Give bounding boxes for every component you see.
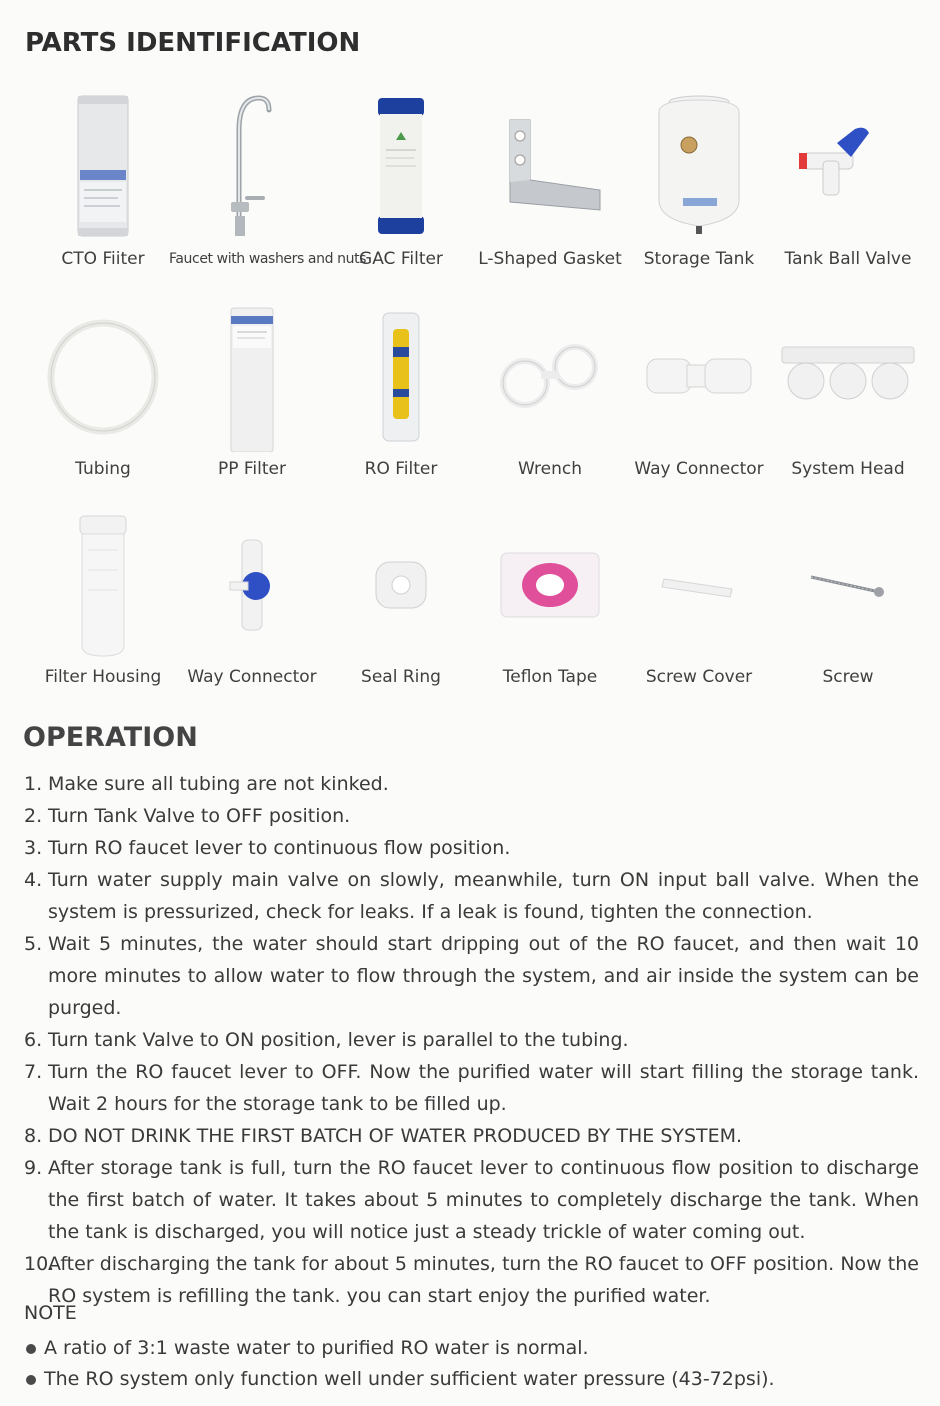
operation-step xyxy=(24,800,919,832)
operation-step xyxy=(24,768,919,800)
note-text: A ratio of 3:1 waste water to purified RO water is normal. xyxy=(44,1337,589,1359)
note-text: The RO system only function well under sufficient water pressure (43-72psi). xyxy=(44,1368,775,1390)
part-faucet xyxy=(169,85,367,285)
part-label: Faucet with washers and nuts xyxy=(169,251,367,267)
tubing-icon xyxy=(28,297,178,457)
system-head-icon xyxy=(773,297,923,457)
step-number: 2. xyxy=(24,805,43,827)
part-pp-filter xyxy=(177,297,327,497)
step-text: Turn Tank Valve to OFF position. xyxy=(48,805,351,827)
part-label: Filter Housing xyxy=(44,667,162,687)
step-text: Turn the RO faucet lever to OFF. Now the purified water will start filling the storage tank. Wait 2 hours for the storage tank to be filled up. xyxy=(48,1061,919,1115)
filter-housing-icon xyxy=(28,505,178,665)
note-item xyxy=(24,1364,919,1395)
part-wrench xyxy=(475,297,625,497)
step-text: Turn water supply main valve on slowly, meanwhile, turn ON input ball valve. When the system is pressurized, check for leaks. If a leak is found, tighten the connection. xyxy=(48,869,919,923)
operation-step xyxy=(24,832,919,864)
operation-step xyxy=(24,1120,919,1152)
operation-steps xyxy=(24,768,919,1312)
part-label: Wrench xyxy=(517,459,582,479)
note-title: NOTE xyxy=(24,1302,77,1324)
operation-step xyxy=(24,1056,919,1120)
wrench-icon xyxy=(475,297,625,457)
ball-valve-connector-icon xyxy=(177,505,327,665)
note-list xyxy=(24,1333,919,1395)
part-label: Storage Tank xyxy=(643,249,755,269)
step-number: 10. xyxy=(24,1253,55,1275)
step-text: Turn tank Valve to ON position, lever is parallel to the tubing. xyxy=(48,1029,629,1051)
part-screw-cover xyxy=(624,505,774,705)
cto-filter-icon xyxy=(28,85,178,245)
part-label: Way Connector xyxy=(634,459,764,479)
seal-ring-icon xyxy=(326,505,476,665)
step-number: 1. xyxy=(24,773,43,795)
l-shaped-gasket-icon xyxy=(475,85,625,245)
ro-filter-icon xyxy=(326,297,476,457)
part-label: GAC Filter xyxy=(359,249,443,269)
operation-step xyxy=(24,864,919,928)
part-label: Tank Ball Valve xyxy=(784,249,912,269)
part-label: Seal Ring xyxy=(361,667,441,687)
part-way-connector xyxy=(624,297,774,497)
step-number: 4. xyxy=(24,869,43,891)
part-label: Screw xyxy=(822,667,874,687)
part-teflon-tape xyxy=(475,505,625,705)
step-text: Make sure all tubing are not kinked. xyxy=(48,773,389,795)
step-text: Wait 5 minutes, the water should start dripping out of the RO faucet, and then wait 10 more minutes to allow water to flow through the system, and air inside the system can be purged. xyxy=(48,933,919,1019)
part-storage-tank xyxy=(624,85,774,285)
operation-step xyxy=(24,1248,919,1312)
part-label: CTO Fiiter xyxy=(61,249,145,269)
part-system-head xyxy=(773,297,923,497)
part-label: L-Shaped Gasket xyxy=(478,249,622,269)
parts-row-2 xyxy=(28,297,920,497)
way-connector-icon xyxy=(624,297,774,457)
part-way-connector-valve xyxy=(177,505,327,705)
gac-filter-icon xyxy=(326,85,476,245)
step-number: 5. xyxy=(24,933,43,955)
tank-ball-valve-icon xyxy=(773,85,923,245)
parts-identification-title: PARTS IDENTIFICATION xyxy=(25,28,361,58)
operation-title: OPERATION xyxy=(23,722,198,753)
part-label: PP Filter xyxy=(217,459,286,479)
screw-cover-icon xyxy=(624,505,774,665)
part-cto-filter xyxy=(28,85,178,285)
step-text: After storage tank is full, turn the RO faucet lever to continuous flow position to discharge the first batch of water. It takes about 5 minutes to completely discharge the tank. When the tank is discharged, you will notice just a steady trickle of water coming out. xyxy=(48,1157,919,1243)
parts-row-3 xyxy=(28,505,920,705)
step-number: 8. xyxy=(24,1125,43,1147)
step-number: 7. xyxy=(24,1061,43,1083)
part-label: Way Connector xyxy=(187,667,317,687)
operation-step xyxy=(24,928,919,1024)
operation-step xyxy=(24,1152,919,1248)
part-tubing xyxy=(28,297,178,497)
note-item xyxy=(24,1333,919,1364)
teflon-tape-icon xyxy=(475,505,625,665)
parts-row-1 xyxy=(28,85,920,285)
part-seal-ring xyxy=(326,505,476,705)
pp-filter-icon xyxy=(177,297,327,457)
step-text: DO NOT DRINK THE FIRST BATCH OF WATER PRODUCED BY THE SYSTEM. xyxy=(48,1125,743,1147)
part-gac-filter xyxy=(326,85,476,285)
storage-tank-icon xyxy=(624,85,774,245)
step-number: 6. xyxy=(24,1029,43,1051)
step-text: After discharging the tank for about 5 minutes, turn the RO faucet to OFF position. Now the RO system is refilling the tank. you can start enjoy the purified water. xyxy=(48,1253,919,1307)
part-label: Tubing xyxy=(75,459,131,479)
part-ro-filter xyxy=(326,297,476,497)
screw-icon xyxy=(773,505,923,665)
part-filter-housing xyxy=(28,505,178,705)
step-text: Turn RO faucet lever to continuous flow position. xyxy=(48,837,511,859)
step-number: 9. xyxy=(24,1157,43,1179)
faucet-icon xyxy=(177,85,327,245)
part-label: Teflon Tape xyxy=(502,667,598,687)
bullet-icon xyxy=(26,1375,36,1385)
part-l-shaped-gasket xyxy=(475,85,625,285)
bullet-icon xyxy=(26,1344,36,1354)
part-label: RO Filter xyxy=(364,459,438,479)
part-screw xyxy=(773,505,923,705)
part-label: System Head xyxy=(791,459,905,479)
part-tank-ball-valve xyxy=(773,85,923,285)
step-number: 3. xyxy=(24,837,43,859)
part-label: Screw Cover xyxy=(645,667,753,687)
operation-step xyxy=(24,1024,919,1056)
